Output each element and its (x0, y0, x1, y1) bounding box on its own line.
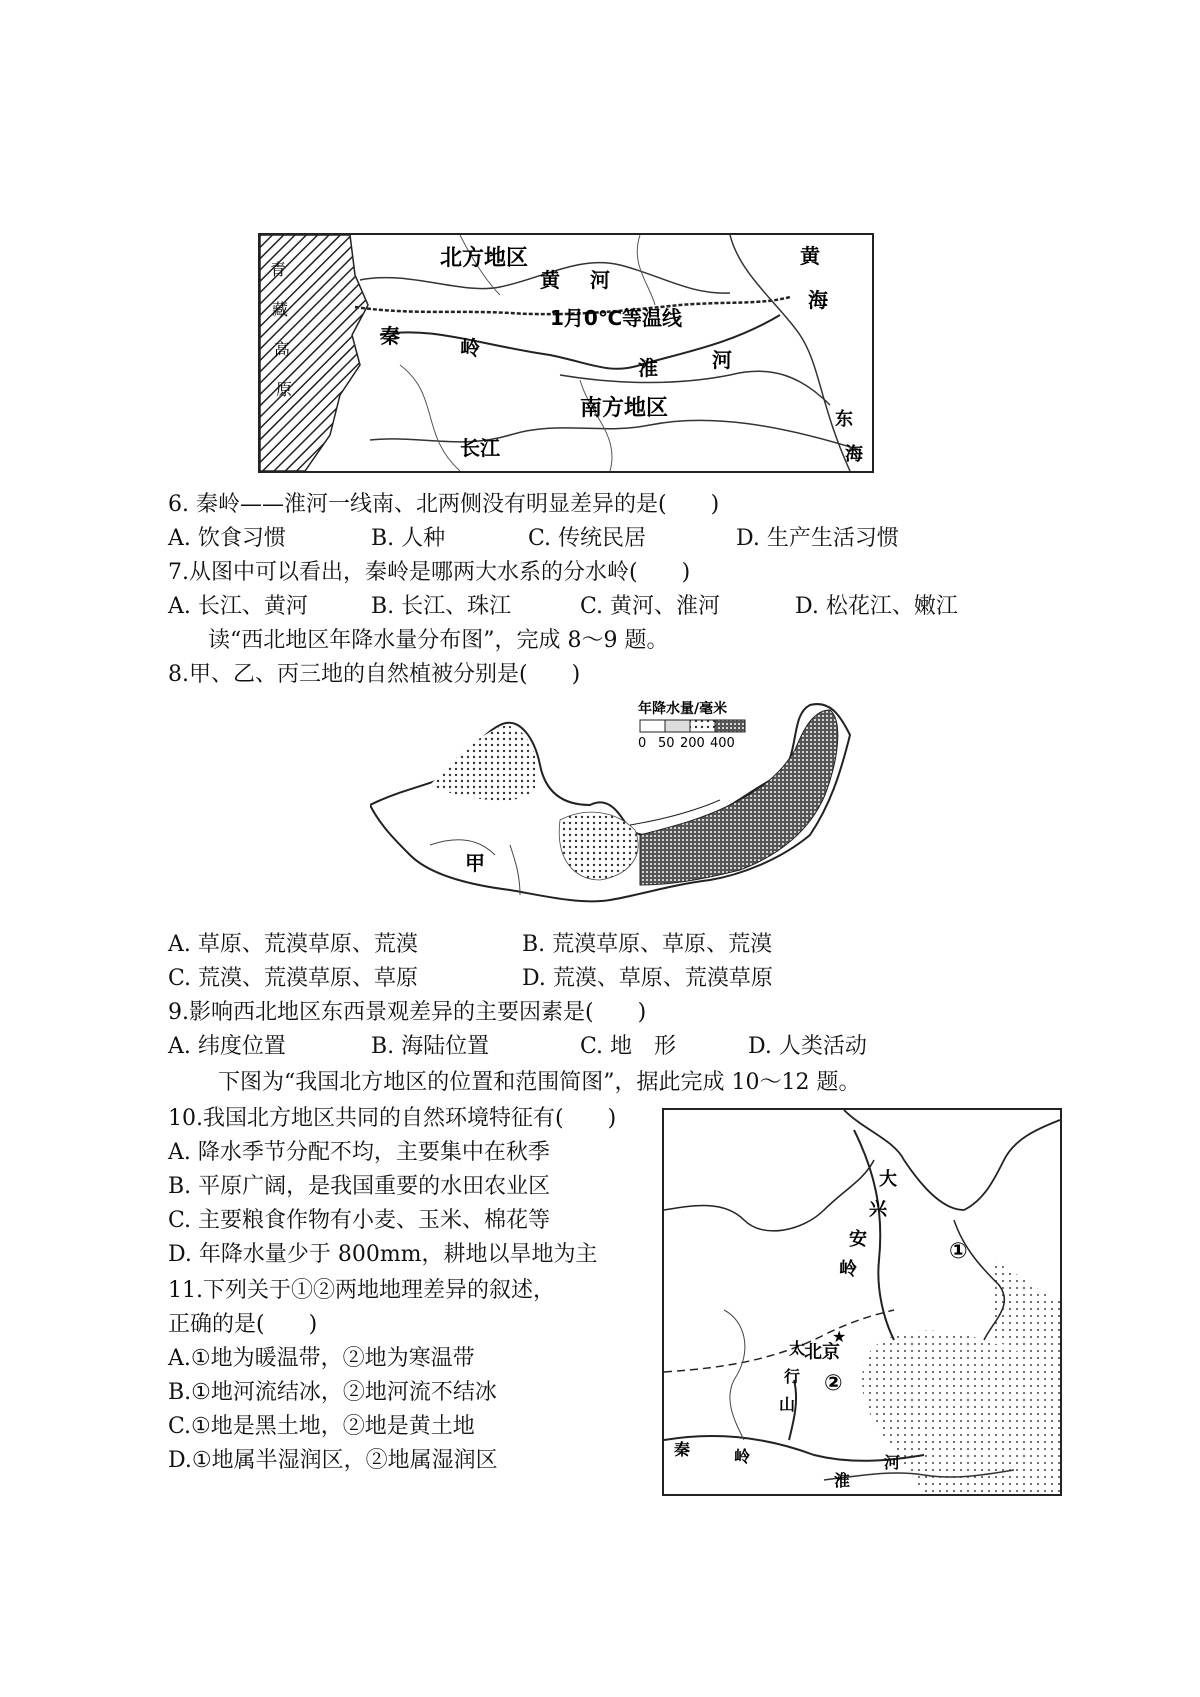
q11-option-a: A.①地为暖温带，②地为寒温带 (168, 1346, 475, 1371)
label-taihang-1: 太 (789, 1339, 806, 1358)
legend-swatch-2 (665, 720, 690, 732)
marker-1: ① (949, 1239, 968, 1264)
map-northern-region-svg (664, 1110, 1060, 1494)
river-west (724, 1310, 745, 1440)
label-huaihe-2: 河 (712, 348, 732, 372)
map-northern-region (662, 1108, 1062, 1496)
q11-option-d: D.①地属半湿润区，②地属湿润区 (168, 1448, 498, 1473)
boundary-b (580, 380, 612, 471)
legend-tick-200: 200 (680, 736, 705, 751)
boundary-a (400, 365, 460, 471)
q9-option-d: D. 人类活动 (748, 1034, 867, 1059)
q6-option-b: B. 人种 (371, 526, 446, 551)
q8-option-a: A. 草原、荒漠草原、荒漠 (168, 932, 418, 957)
q9-option-a: A. 纬度位置 (168, 1034, 286, 1059)
label-yellow-river-1: 黄 (540, 268, 560, 292)
west-mountain-region (430, 726, 538, 801)
legend-title: 年降水量/毫米 (638, 701, 728, 717)
q8-option-d: D. 荒漠、草原、荒漠草原 (522, 966, 773, 991)
label-he: 河 (884, 1453, 901, 1472)
marker-2: ② (824, 1371, 843, 1396)
label-an: 安 (849, 1229, 867, 1250)
legend-tick-400: 400 (710, 736, 735, 751)
label-taihang-3: 山 (779, 1395, 796, 1414)
label-east-sea-2: 海 (845, 444, 863, 465)
label-yellow-sea-2: 海 (808, 288, 828, 312)
q6-option-d: D. 生产生活习惯 (736, 526, 899, 551)
legend-tick-50: 50 (658, 736, 675, 751)
coastline (730, 235, 850, 471)
legend-swatch-3 (690, 720, 715, 732)
q7-stem: 7.从图中可以看出，秦岭是哪两大水系的分水岭( ) (168, 560, 691, 585)
label-east-sea-1: 东 (835, 409, 853, 430)
northern-boundary-dashed (664, 1310, 894, 1372)
map-qinling-huaihe (258, 233, 874, 473)
label-qinling-1: 秦 (380, 324, 400, 348)
legend-swatch-1 (640, 720, 665, 732)
q11-option-c: C.①地是黑土地，②地是黄土地 (168, 1414, 475, 1439)
q7-option-d: D. 松花江、嫩江 (795, 594, 958, 619)
q10-option-a: A. 降水季节分配不均，主要集中在秋季 (168, 1140, 550, 1165)
map-northwest-svg (370, 695, 920, 910)
label-plateau-1: 青 (270, 260, 287, 279)
label-qinling-1: 秦 (674, 1440, 691, 1459)
label-qinling-2: 岭 (734, 1447, 751, 1466)
q9-option-b: B. 海陆位置 (371, 1034, 490, 1059)
border-north (664, 1160, 874, 1231)
q10-option-b: B. 平原广阔，是我国重要的水田农业区 (168, 1174, 551, 1199)
label-changjiang: 长江 (460, 436, 500, 460)
label-beijing: 北京 (804, 1342, 840, 1363)
q8-stem: 8.甲、乙、丙三地的自然植被分别是( ) (168, 662, 581, 687)
label-xing: 兴 (869, 1199, 887, 1220)
label-ling: 岭 (839, 1259, 857, 1280)
q6-stem: 6. 秦岭——淮河一线南、北两侧没有明显差异的是( ) (168, 492, 720, 517)
boundary-d (637, 235, 655, 305)
q7-option-c: C. 黄河、淮河 (580, 594, 721, 619)
label-plateau-4: 原 (276, 380, 293, 399)
map-northwest-precipitation (370, 695, 920, 910)
q6-option-a: A. 饮食习惯 (168, 526, 286, 551)
label-south: 南方地区 (580, 396, 669, 421)
q10-option-d: D. 年降水量少于 800mm，耕地以旱地为主 (168, 1242, 598, 1267)
intro-8-9: 读“西北地区年降水量分布图”，完成 8～9 题。 (208, 628, 669, 653)
map-qinling-huaihe-svg (260, 235, 872, 471)
beijing-star-icon: ★ (832, 1327, 847, 1346)
q10-option-c: C. 主要粮食作物有小麦、玉米、棉花等 (168, 1208, 551, 1233)
q7-option-a: A. 长江、黄河 (168, 594, 308, 619)
q11-stem-line2: 正确的是( ) (168, 1312, 318, 1337)
label-isotherm: 1月0℃等温线 (550, 306, 683, 330)
label-yellow-river-2: 河 (590, 268, 610, 292)
label-da: 大 (879, 1169, 897, 1190)
legend-tick-0: 0 (638, 736, 647, 751)
label-plateau-2: 藏 (272, 300, 289, 319)
q8-option-c: C. 荒漠、荒漠草原、草原 (168, 966, 419, 991)
label-jia: 甲 (465, 851, 485, 875)
q6-option-c: C. 传统民居 (528, 526, 647, 551)
q10-stem: 10.我国北方地区共同的自然环境特征有( ) (168, 1106, 617, 1131)
q9-option-c: C. 地 形 (580, 1034, 677, 1059)
q7-option-b: B. 长江、珠江 (371, 594, 512, 619)
label-taihang-2: 行 (784, 1367, 801, 1386)
label-huaihe-1: 淮 (638, 356, 658, 380)
q8-option-b: B. 荒漠草原、草原、荒漠 (522, 932, 773, 957)
q9-stem: 9.影响西北地区东西景观差异的主要因素是( ) (168, 1000, 647, 1025)
yangtze-river (370, 420, 860, 450)
label-north: 北方地区 (440, 246, 529, 271)
legend-swatch-4 (715, 720, 745, 732)
q11-option-b: B.①地河流结冰，②地河流不结冰 (168, 1380, 497, 1405)
label-huai: 淮 (834, 1471, 851, 1490)
q11-stem-line1: 11.下列关于①②两地地理差异的叙述， (168, 1278, 555, 1303)
label-plateau-3: 高 (274, 340, 291, 359)
label-qinling-2: 岭 (460, 336, 480, 360)
label-yellow-sea-1: 黄 (800, 244, 820, 268)
intro-10-12: 下图为“我国北方地区的位置和范围简图”，据此完成 10～12 题。 (218, 1070, 861, 1095)
